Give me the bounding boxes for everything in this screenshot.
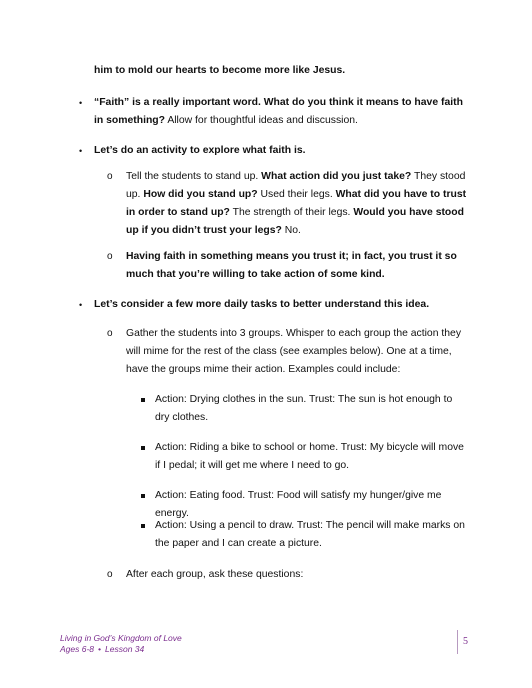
square-bullet <box>141 398 145 402</box>
plain-text: Used their legs. <box>257 189 336 200</box>
example-item <box>155 517 465 553</box>
bold-text: What did you have to trust in order to stand up? <box>126 189 467 218</box>
bullet-item-daily-tasks <box>94 296 466 314</box>
footer-title: Living in God’s Kingdom of Love <box>60 633 182 643</box>
bold-text: What action did you just take? <box>261 171 412 182</box>
bold-text: Let’s consider a few more daily tasks to better understand this idea. <box>94 299 430 310</box>
footer-ages: Ages 6-8 <box>60 644 95 654</box>
square-bullet <box>141 494 145 498</box>
sub-item-faith-meaning <box>126 248 470 284</box>
plain-text: No. <box>281 225 301 236</box>
circle-bullet: o <box>107 251 113 262</box>
example-text: Action: Riding a bike to school or home. Trust: My bicycle will move if I pedal; it will get me where I need to go. <box>155 442 464 471</box>
plain-text: Allow for thoughtful ideas and discussion. <box>165 115 358 126</box>
bullet-dot: • <box>79 146 83 156</box>
circle-bullet: o <box>107 171 113 182</box>
sub-item-stand-up <box>126 168 470 240</box>
footer-lesson: Lesson 34 <box>105 644 145 654</box>
example-text: Action: Using a pencil to draw. Trust: The pencil will make marks on the paper and I can create a picture. <box>155 520 465 549</box>
square-bullet <box>141 446 145 450</box>
footer-lesson-info <box>60 633 182 655</box>
plain-text: They stood up. <box>126 171 466 200</box>
bullet-item-faith-question <box>94 94 466 130</box>
footer-subtitle <box>60 644 182 655</box>
example-item <box>155 391 465 427</box>
bullet-dot: • <box>79 98 83 108</box>
continuation-bold: him to mold our hearts to become more like Jesus. <box>94 65 346 76</box>
sub-item-gather-groups <box>126 325 470 379</box>
bold-text: Would you have stood up if you didn’t trust your legs? <box>126 207 464 236</box>
bold-text: How did you stand up? <box>143 189 258 200</box>
circle-bullet: o <box>107 328 113 339</box>
example-text: Action: Eating food. Trust: Food will satisfy my hunger/give me energy. <box>155 490 442 519</box>
footer-separator: • <box>98 644 102 654</box>
example-item <box>155 439 465 475</box>
bullet-item-activity <box>94 142 466 160</box>
page-number: 5 <box>463 636 468 647</box>
example-text: Action: Drying clothes in the sun. Trust: The sun is hot enough to dry clothes. <box>155 394 453 423</box>
page-number-rule <box>457 630 458 654</box>
bold-text: Let’s do an activity to explore what faith is. <box>94 145 306 156</box>
circle-bullet: o <box>107 569 113 580</box>
bold-text: “Faith” is a really important word. What do you think it means to have faith in something? <box>94 97 463 126</box>
continuation-text <box>94 62 466 80</box>
plain-text: Tell the students to stand up. <box>126 171 262 182</box>
bold-text: Having faith in something means you trust it; in fact, you trust it so much that you’re willing to take action of some kind. <box>126 251 457 280</box>
plain-text: The strength of their legs. <box>229 207 354 218</box>
bullet-dot: • <box>79 300 83 310</box>
sub-item-after-each-group <box>126 566 470 584</box>
plain-text: After each group, ask these questions: <box>126 569 304 580</box>
plain-text: Gather the students into 3 groups. Whisper to each group the action they will mime for the rest of the class (see examples below). One at a time, have the groups mime their action. Examples could include: <box>126 328 462 375</box>
square-bullet <box>141 524 145 528</box>
